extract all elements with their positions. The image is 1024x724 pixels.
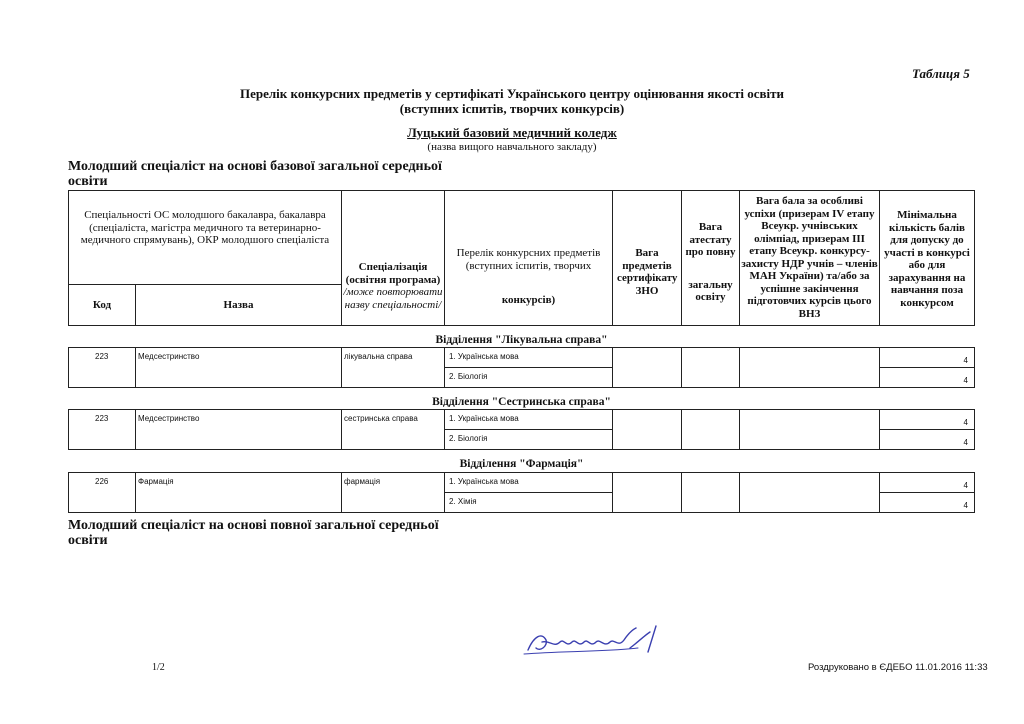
- subject-row: 2. Біологія: [444, 429, 613, 450]
- header-name: Назва: [135, 284, 342, 326]
- printed-timestamp: Роздруковано в ЄДЕБО 11.01.2016 11:33: [808, 662, 988, 673]
- min-score-value: 4: [879, 492, 975, 513]
- attestat-weight-cell: [681, 409, 740, 450]
- subject-row: 1. Українська мова: [444, 347, 613, 368]
- subject-row: 1. Українська мова: [444, 472, 613, 493]
- institution-note: (назва вищого навчального закладу): [427, 141, 597, 153]
- attestat-weight-cell: [681, 472, 740, 513]
- header-specialization-cell: [341, 190, 445, 326]
- header-special-weight: Вага бала за особливі успіхи (призерам IV етапу Всеукр. учнівських олімпіад, призерам III етапу Всеукр. конкурсу-захисту НДР учнів – членів МАН України) та/або за успішне закінчення підготовчих курсів цього ВНЗ: [739, 190, 880, 326]
- special-weight-cell: [739, 347, 880, 388]
- department-title: Відділення "Сестринська справа": [432, 396, 611, 408]
- header-subjects-cell: [444, 190, 613, 326]
- specialty-code: 223: [68, 409, 136, 450]
- header-attestat-cell: [681, 190, 740, 326]
- zno-weight-cell: [612, 347, 682, 388]
- section-full-education: Молодший спеціаліст на основі повної загальної середньої освіти: [68, 518, 439, 548]
- specialization-value: сестринська справа: [341, 409, 445, 450]
- min-score-value: 4: [879, 367, 975, 388]
- department-title: Відділення "Лікувальна справа": [435, 334, 608, 346]
- subject-row: 1. Українська мова: [444, 409, 613, 430]
- attestat-weight-cell: [681, 347, 740, 388]
- special-weight-cell: [739, 409, 880, 450]
- specialization-value: фармація: [341, 472, 445, 513]
- header-min-score: Мінімальна кількість балів для допуску до участі в конкурсі або для зарахування на навчання поза конкурсом: [879, 190, 975, 326]
- min-score-value: 4: [879, 472, 975, 493]
- header-code: Код: [68, 284, 136, 326]
- header-zno-weight: Вага предметів сертифікату ЗНО: [612, 190, 682, 326]
- min-score-value: 4: [879, 347, 975, 368]
- min-score-value: 4: [879, 429, 975, 450]
- subject-row: 2. Біологія: [444, 367, 613, 388]
- specialty-name: Медсестринство: [135, 409, 342, 450]
- header-specialization-note: /може повторювати назву спеціальності/: [343, 286, 443, 311]
- header-subjects-line1: Перелік конкурсних предметів (вступних іспитів, творчих: [456, 247, 601, 272]
- zno-weight-cell: [612, 472, 682, 513]
- specialty-name: Медсестринство: [135, 347, 342, 388]
- document-title: Перелік конкурсних предметів у сертифікаті Українського центру оцінювання якості освіти: [239, 86, 784, 101]
- min-score-value: 4: [879, 409, 975, 430]
- page-number: 1/2: [152, 662, 165, 673]
- header-attestat-line2: загальну освіту: [688, 278, 733, 303]
- institution-name: Луцький базовий медичний коледж: [407, 125, 617, 140]
- specialization-value: лікувальна справа: [341, 347, 445, 388]
- specialty-code: 223: [68, 347, 136, 388]
- section-basic-education: Молодший спеціаліст на основі базової загальної середньої освіти: [68, 159, 442, 189]
- header-specialties-group: Спеціальності ОС молодшого бакалавра, бакалавра (спеціаліста, магістра медичного та ветеринарно-медичного спрямувань), ОКР молодшого спеціаліста: [68, 190, 342, 285]
- table-label: Таблиця 5: [912, 66, 970, 81]
- document-subtitle: (вступних іспитів, творчих конкурсів): [399, 101, 625, 116]
- department-title: Відділення "Фармація": [459, 458, 584, 470]
- handwritten-signature: [520, 618, 670, 663]
- specialty-code: 226: [68, 472, 136, 513]
- header-subjects-line2: конкурсів): [501, 294, 556, 306]
- special-weight-cell: [739, 472, 880, 513]
- subject-row: 2. Хімія: [444, 492, 613, 513]
- header-specialization: Спеціалізація (освітня програма): [345, 261, 441, 286]
- header-attestat-line1: Вага атестату про повну: [685, 221, 736, 258]
- specialty-name: Фармація: [135, 472, 342, 513]
- zno-weight-cell: [612, 409, 682, 450]
